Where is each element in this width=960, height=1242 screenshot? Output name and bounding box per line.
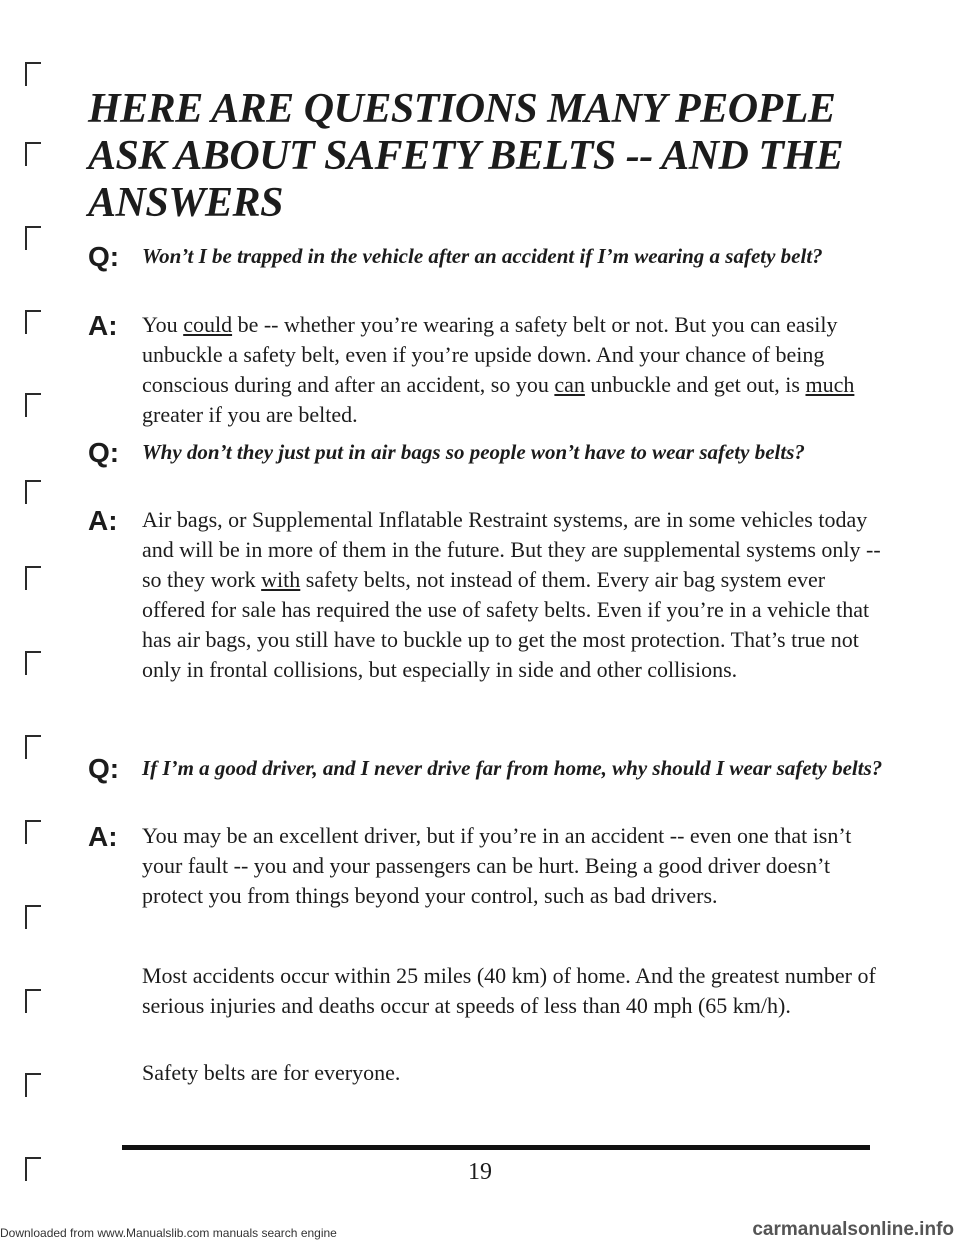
emphasis: much <box>805 372 855 397</box>
registration-mark <box>25 735 41 759</box>
registration-mark <box>25 393 41 417</box>
registration-mark <box>25 651 41 675</box>
answer-3 <box>88 821 888 911</box>
answer-1 <box>88 310 888 430</box>
registration-mark <box>25 142 41 166</box>
registration-mark <box>25 905 41 929</box>
registration-mark <box>25 989 41 1013</box>
question-label: Q: <box>88 753 120 784</box>
question-label: Q: <box>88 241 120 272</box>
question-2 <box>88 437 888 467</box>
registration-mark <box>25 820 41 844</box>
answer-label: A: <box>88 310 118 341</box>
question-text: If I’m a good driver, and I never drive far from home, why should I wear safety belts? <box>142 756 883 780</box>
answer-label: A: <box>88 505 118 536</box>
answer-2 <box>88 505 888 685</box>
registration-mark <box>25 310 41 334</box>
question-label: Q: <box>88 437 120 468</box>
answer-text: You may be an excellent driver, but if you’re in an accident -- even one that isn’t your fault -- you and your passengers can be hurt. Being a good driver doesn’t protect you from things beyond your control, such as bad drivers. <box>142 823 852 908</box>
registration-mark <box>25 226 41 250</box>
page-title: HERE ARE QUESTIONS MANY PEOPLE ASK ABOUT SAFETY BELTS -- AND THE ANSWERS <box>88 86 844 226</box>
registration-mark <box>25 480 41 504</box>
answer-text: You could be -- whether you’re wearing a safety belt or not. But you can easily unbuckle a safety belt, even if you’re upside down. And your chance of being conscious during and after an accident, so you can unbuckle and get out, is much greater if you are belted. <box>142 312 855 427</box>
page-number: 19 <box>468 1159 492 1185</box>
question-text: Won’t I be trapped in the vehicle after an accident if I’m wearing a safety belt? <box>142 244 823 268</box>
answer-text: Air bags, or Supplemental Inflatable Restraint systems, are in some vehicles today and will be in more of them in the future. But they are supplemental systems only -- so they work with safety belts, not instead of them. Every air bag system ever offered for sale has required the use of safety belts. Even if you’re in a vehicle that has air bags, you still have to buckle up to get the most protection. That’s true not only in frontal collisions, but especially in side and other collisions. <box>142 507 881 682</box>
footer-rule <box>122 1145 870 1150</box>
emphasis: could <box>183 312 233 337</box>
site-watermark: carmanualsonline.info <box>752 1219 954 1240</box>
margin-registration-marks <box>0 0 60 1242</box>
body-paragraph: Most accidents occur within 25 miles (40 km) of home. And the greatest number of serious injuries and deaths occur at speeds of less than 40 mph (65 km/h). <box>142 963 876 1018</box>
emphasis: with <box>261 567 301 592</box>
registration-mark <box>25 1073 41 1097</box>
body-paragraph: Safety belts are for everyone. <box>142 1060 401 1085</box>
question-1 <box>88 241 888 271</box>
question-text: Why don’t they just put in air bags so people won’t have to wear safety belts? <box>142 440 805 464</box>
emphasis: can <box>554 372 585 397</box>
download-notice: Downloaded from www.Manualslib.com manuals search engine <box>0 1226 337 1240</box>
manualslib-link[interactable]: www.Manualslib.com <box>97 1226 210 1240</box>
question-3 <box>88 753 888 783</box>
registration-mark <box>25 566 41 590</box>
registration-mark <box>25 62 41 86</box>
answer-label: A: <box>88 821 118 852</box>
